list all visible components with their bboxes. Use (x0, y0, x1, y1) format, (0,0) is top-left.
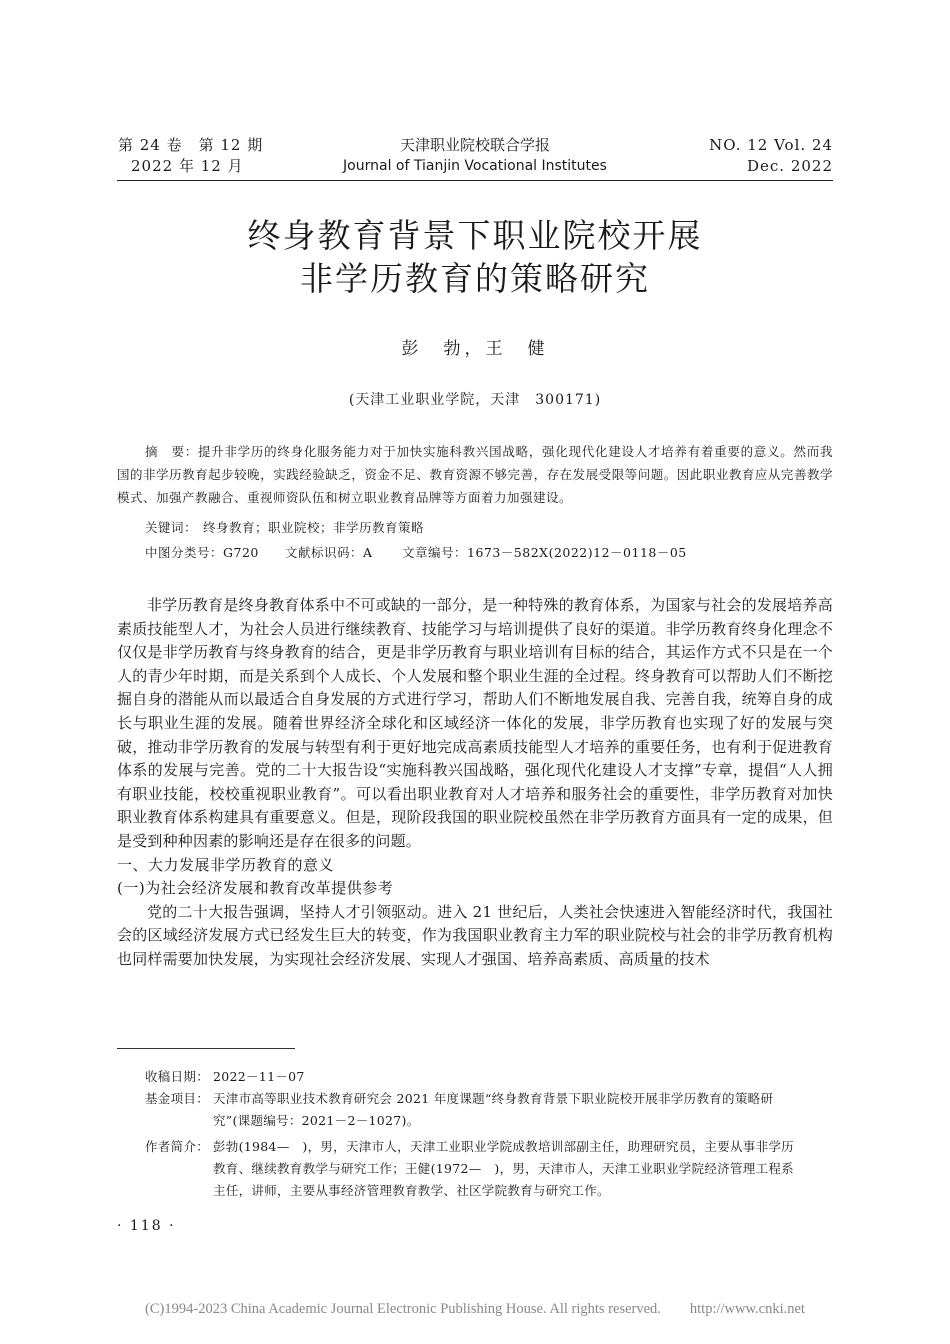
volume-issue-en: NO. 12 Vol. 24 (709, 136, 833, 154)
author-bio-label: 作者简介： (145, 1139, 210, 1154)
footnote-rule (117, 1048, 295, 1049)
abstract (117, 440, 833, 509)
article-number: 文章编号：1673－582X(2022)12－0118－05 (402, 545, 687, 560)
subsection-heading: (一)为社会经济发展和教育改革提供参考 (117, 879, 394, 898)
section-heading: 一、大力发展非学历教育的意义 (117, 855, 335, 874)
volume-issue: 第 24 卷 第 12 期 (118, 136, 264, 154)
fund-label: 基金项目： (145, 1091, 210, 1106)
publication-date-cn: 2022 年 12 月 (131, 157, 244, 175)
journal-name-cn: 天津职业院校联合学报 (399, 136, 550, 154)
document-code: 文献标识码：A (285, 545, 373, 560)
body-paragraph: 党的二十大报告强调，坚持人才引领驱动。进入 21 世纪后，人类社会快速进入智能经济时代，我国社会的区域经济发展方式已经发生巨大的转变，作为我国职业教育主力军的职业院校与社会的非学历教育机构也同样需要加快发展，为实现社会经济发展、实现人才强国、培养高素质、高质量的技术 (117, 902, 833, 968)
page-number: · 118 · (117, 1218, 176, 1234)
abstract-label: 摘 要： (145, 444, 198, 459)
keywords-text: 终身教育；职业院校；非学历教育策略 (203, 520, 425, 535)
body-text (117, 594, 833, 972)
clc-number: 中图分类号：G720 (145, 545, 259, 560)
received-date: 2022－11－07 (213, 1069, 305, 1084)
article-title-line-1: 终身教育背景下职业院校开展 (247, 216, 703, 255)
footnote-received (145, 1066, 805, 1088)
body-paragraph: 非学历教育是终身教育体系中不可或缺的一部分，是一种特殊的教育体系，为国家与社会的发展培养高素质技能型人才，为社会人员进行继续教育、技能学习与培训提供了良好的渠道。非学历教育终身化理念不仅仅是非学历教育与终身教育的结合，更是非学历教育与职业培训有目标的结合，其运作方式不只是在一个人的青少年时期，而是关系到个人成长、个人发展和整个职业生涯的全过程。终身教育可以帮助人们不断挖掘自身的潜能从而以最适合自身发展的方式进行学习，帮助人们不断地发展自我、完善自我，统筹自身的成长与职业生涯的发展。随着世界经济全球化和区域经济一体化的发展，非学历教育也实现了好的发展与突破，推动非学历教育的发展与转型有利于更好地完成高素质技能型人才培养的重要任务，也有利于促进教育体系的发展与完善。党的二十大报告设“实施科教兴国战略，强化现代化建设人才支撑”专章，提倡“人人拥有职业技能，校校重视职业教育”。可以看出职业教育对人才培养和服务社会的重要性，非学历教育对加快职业教育体系构建具有重要意义。但是，现阶段我国的职业院校虽然在非学历教育方面具有一定的成果，但是受到种种因素的影响还是存在很多的问题。 (117, 596, 833, 850)
footnote-fund (145, 1088, 805, 1132)
author-bio-text: 彭勃(1984— )，男，天津市人，天津工业职业学院成教培训部副主任，助理研究员，主要从事非学历教育、继续教育教学与研究工作；王健(1972— )，男，天津市人，天津工业职业学院经济管理工程系主任，讲师，主要从事经济管理教育教学、社区学院教育与研究工作。 (213, 1139, 794, 1198)
journal-name-en: Journal of Tianjin Vocational Institutes (343, 158, 607, 174)
fund-text: 天津市高等职业技术教育研究会 2021 年度课题“终身教育背景下职业院校开展非学历教育的策略研究”(课题编号：2021－2－1027)。 (213, 1091, 774, 1128)
article-title-line-2: 非学历教育的策略研究 (300, 259, 650, 298)
publication-date-en: Dec. 2022 (746, 157, 833, 175)
keywords-label: 关键词： (145, 520, 198, 535)
footnote-author (145, 1136, 805, 1202)
header-rule (117, 180, 833, 181)
authors: 彭 勃，王 健 (401, 339, 549, 359)
keywords (145, 518, 424, 538)
copyright-notice: (C)1994-2023 China Academic Journal Electronic Publishing House. All rights reserved. http://www.cnki.net (145, 1301, 805, 1317)
received-label: 收稿日期： (145, 1069, 210, 1084)
abstract-text: 提升非学历的终身化服务能力对于加快实施科教兴国战略，强化现代化建设人才培养有着重要的意义。然而我国的非学历教育起步较晚，实践经验缺乏，资金不足、教育资源不够完善，存在发展受限等问题。因此职业教育应从完善教学模式、加强产教融合、重视师资队伍和树立职业教育品牌等方面着力加强建设。 (117, 444, 833, 505)
affiliation: (天津工业职业学院，天津 300171) (348, 392, 602, 408)
